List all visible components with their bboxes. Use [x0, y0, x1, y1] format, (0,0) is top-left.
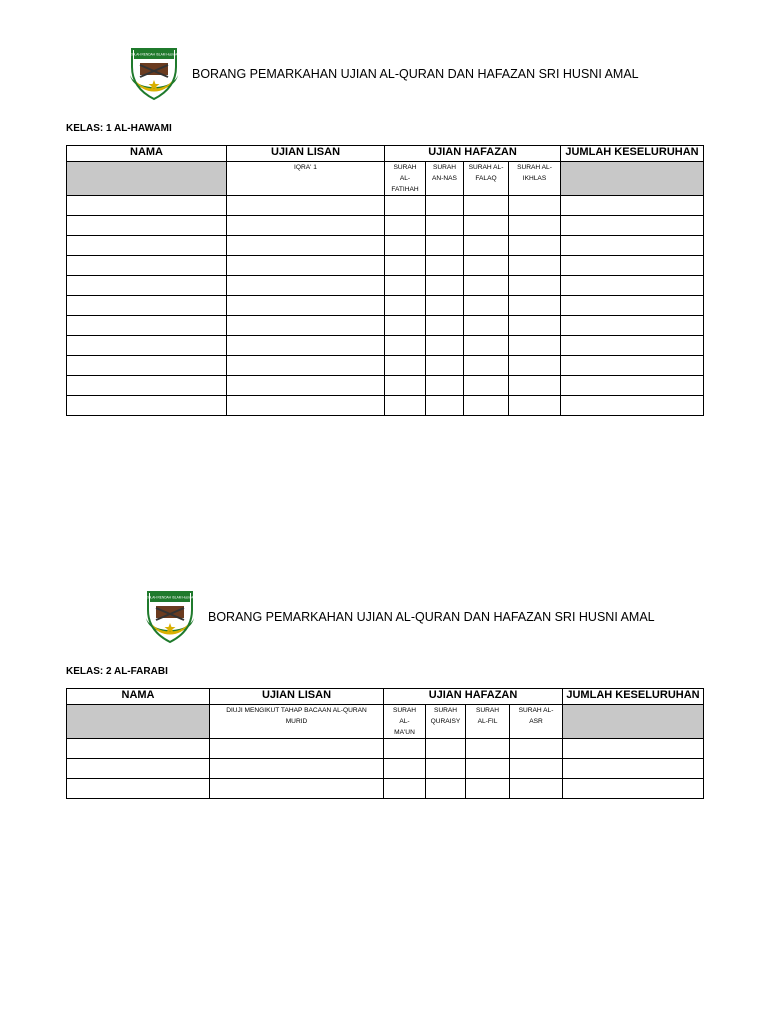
table-body	[67, 739, 704, 799]
cell-nama[interactable]	[67, 739, 210, 759]
surah-col-2: SURAH QURAISY	[426, 705, 466, 739]
cell-surah-1[interactable]	[384, 759, 426, 779]
cell-surah-4[interactable]	[510, 779, 563, 799]
cell-surah-3[interactable]	[466, 759, 510, 779]
cell-surah-3[interactable]	[466, 779, 510, 799]
header-nama: NAMA	[67, 146, 227, 162]
header-ujian-lisan: UJIAN LISAN	[210, 689, 384, 705]
svg-text:SEKOLAH RENDAH ISLAM Husni Ama: SEKOLAH RENDAH ISLAM Husni Amal	[126, 52, 182, 57]
cell-jumlah[interactable]	[563, 779, 704, 799]
header-jumlah: JUMLAH KESELURUHAN	[561, 146, 704, 162]
cell-jumlah[interactable]	[563, 739, 704, 759]
marks-table	[66, 688, 704, 799]
lisan-note: IQRA' 1	[227, 162, 385, 196]
header-jumlah: JUMLAH KESELURUHAN	[563, 689, 704, 705]
cell-nama[interactable]	[67, 779, 210, 799]
cell-surah-1[interactable]	[384, 739, 426, 759]
cell-surah-2[interactable]	[426, 779, 466, 799]
header-ujian-hafazan: UJIAN HAFAZAN	[385, 146, 561, 162]
surah-col-2: SURAH AN-NAS	[426, 162, 464, 196]
surah-col-3: SURAH AL-FALAQ	[464, 162, 509, 196]
header-nama: NAMA	[67, 689, 210, 705]
table-row	[67, 759, 704, 779]
cell-lisan[interactable]	[210, 779, 384, 799]
surah-col-1: SURAH AL-MA'UN	[384, 705, 426, 739]
cell-surah-2[interactable]	[426, 739, 466, 759]
cell-nama[interactable]	[67, 759, 210, 779]
header-ujian-hafazan: UJIAN HAFAZAN	[384, 689, 563, 705]
class-label: KELAS: 1 AL-HAWAMI	[66, 123, 172, 134]
school-logo-crest	[142, 588, 198, 646]
cell-surah-1[interactable]	[384, 779, 426, 799]
svg-text:SEKOLAH RENDAH ISLAM Husni Ama: SEKOLAH RENDAH ISLAM Husni Amal	[142, 595, 198, 600]
cell-surah-3[interactable]	[466, 739, 510, 759]
lisan-note: DIUJI MENGIKUT TAHAP BACAAN AL-QURAN MURID	[210, 705, 384, 739]
cell-surah-4[interactable]	[510, 759, 563, 779]
cell-jumlah[interactable]	[563, 759, 704, 779]
table-row	[67, 739, 704, 759]
cell-surah-4[interactable]	[510, 739, 563, 759]
form-title: BORANG PEMARKAHAN UJIAN AL-QURAN DAN HAFAZAN SRI HUSNI AMAL	[192, 67, 639, 81]
surah-col-3: SURAH AL-FIL	[466, 705, 510, 739]
jumlah-shaded-cell	[563, 705, 704, 739]
surah-col-1: SURAH AL-FATIHAH	[385, 162, 426, 196]
form-title: BORANG PEMARKAHAN UJIAN AL-QURAN DAN HAFAZAN SRI HUSNI AMAL	[208, 610, 655, 624]
nama-shaded-cell	[67, 705, 210, 739]
cell-lisan[interactable]	[210, 739, 384, 759]
class-label: KELAS: 2 AL-FARABI	[66, 666, 168, 677]
cell-lisan[interactable]	[210, 759, 384, 779]
table-row	[67, 779, 704, 799]
cell-surah-2[interactable]	[426, 759, 466, 779]
header-ujian-lisan: UJIAN LISAN	[227, 146, 385, 162]
surah-col-4: SURAH AL-IKHLAS	[509, 162, 561, 196]
surah-col-4: SURAH AL-ASR	[510, 705, 563, 739]
